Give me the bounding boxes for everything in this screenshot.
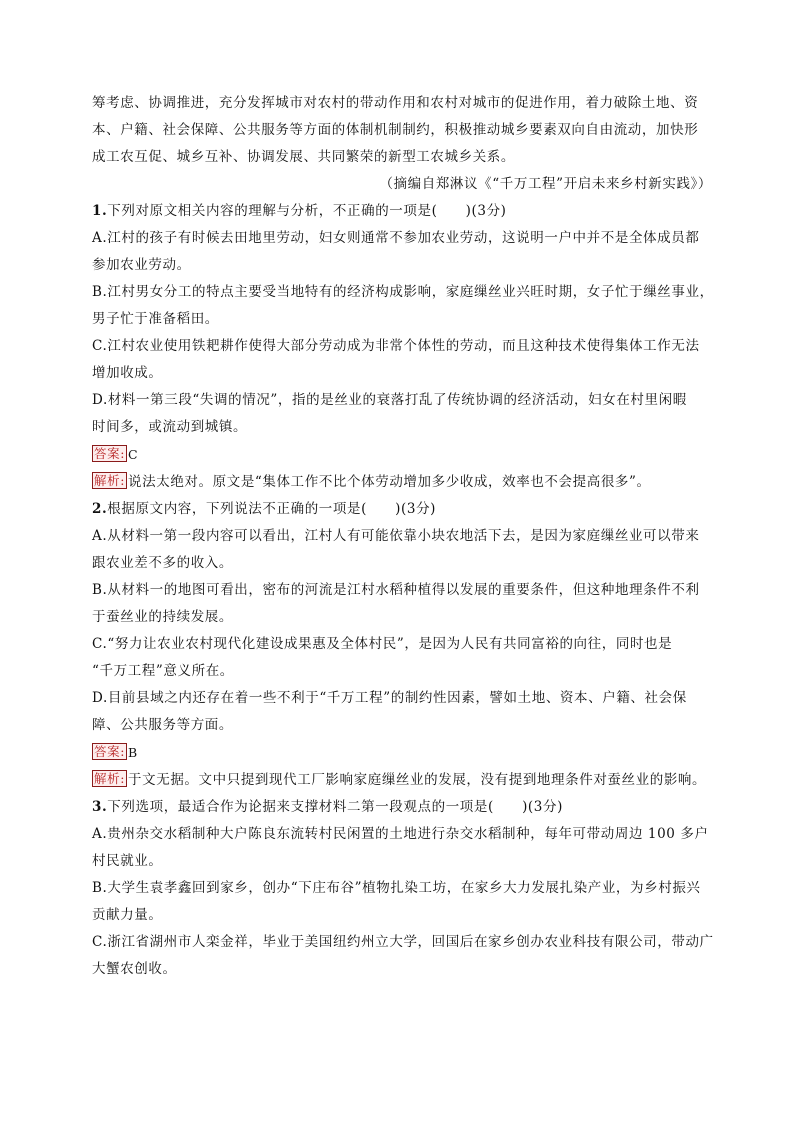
source-citation: （摘编自郑淋议《“千万工程”开启未来乡村新实践》） <box>379 176 712 192</box>
answer-row <box>92 441 712 469</box>
analysis-text: 于文无据。文中只提到现代工厂影响家庭缫丝业的发展，没有提到地理条件对蚕丝业的影响。 <box>128 772 707 788</box>
option-d-cont: 时间多，或流动到城镇。 <box>92 419 248 435</box>
option-c-cont: 增加收成。 <box>92 365 163 381</box>
option-b-cont: 男子忙于准备稻田。 <box>92 311 219 327</box>
document-page <box>92 90 712 983</box>
option-d-cont: 障、公共服务等方面。 <box>92 717 233 733</box>
question-stem <box>92 794 712 821</box>
question-3 <box>92 794 712 983</box>
intro-line: 成工农互促、城乡互补、协调发展、共同繁荣的新型工农城乡关系。 <box>92 149 515 165</box>
option-a-cont: 村民就业。 <box>92 853 163 869</box>
option-c-cont: “千万工程”意义所在。 <box>92 663 234 679</box>
question-text: 下列对原文相关内容的理解与分析，不正确的一项是( )(3分) <box>107 203 507 219</box>
option-d: D.目前县域之内还存在着一些不利于“千万工程”的制约性因素，譬如土地、资本、户籍、社会保 <box>92 690 687 706</box>
answer-tag: 答案: <box>94 446 126 461</box>
option-b: B.从材料一的地图可看出，密布的河流是江村水稻种植得以发展的重要条件，但这种地理条件不利 <box>92 582 700 598</box>
option-b-cont: 于蚕丝业的持续发展。 <box>92 609 233 625</box>
option-a: A.贵州杂交水稻制种大户陈良东流转村民闲置的土地进行杂交水稻制种，每年可带动周边 100 多户 <box>92 826 709 842</box>
intro-paragraph <box>92 90 712 198</box>
answer-value: B <box>128 745 138 760</box>
intro-line: 筹考虑、协调推进，充分发挥城市对农村的带动作用和农村对城市的促进作用，着力破除土地、资 <box>92 95 699 111</box>
option-c: C.“努力让农业农村现代化建设成果惠及全体村民”，是因为人民有共同富裕的向往，同时也是 <box>92 636 673 652</box>
option-b-cont: 贡献力量。 <box>92 907 163 923</box>
option-a-cont: 跟农业差不多的收入。 <box>92 555 233 571</box>
question-1 <box>92 198 712 496</box>
question-number: 3. <box>92 799 108 815</box>
question-number: 1. <box>92 203 108 219</box>
question-number: 2. <box>92 501 108 517</box>
question-text: 根据原文内容，下列说法不正确的一项是( )(3分) <box>107 501 437 517</box>
option-b: B.大学生袁孝鑫回到家乡，创办“下庄布谷”植物扎染工坊，在家乡大力发展扎染产业，为乡村振兴 <box>92 880 701 896</box>
answer-value: C <box>128 447 139 462</box>
option-c-cont: 大蟹农创收。 <box>92 961 177 977</box>
analysis-row <box>92 469 712 496</box>
analysis-row <box>92 767 712 794</box>
analysis-tag: 解析: <box>94 473 126 488</box>
option-a: A.从材料一第一段内容可以看出，江村人有可能依靠小块农地活下去，是因为家庭缫丝业可以带来 <box>92 528 700 544</box>
option-a: A.江村的孩子有时候去田地里劳动，妇女则通常不参加农业劳动，这说明一户中并不是全体成员都 <box>92 230 700 246</box>
question-stem <box>92 198 712 225</box>
option-c: C.浙江省湖州市人栾金祥，毕业于美国纽约州立大学，回国后在家乡创办农业科技有限公司，带动广 <box>92 934 714 950</box>
option-c: C.江村农业使用铁耙耕作使得大部分劳动成为非常个体性的劳动，而且这种技术使得集体工作无法 <box>92 338 700 354</box>
intro-line: 本、户籍、社会保障、公共服务等方面的体制机制制约，积极推动城乡要素双向自由流动，加快形 <box>92 122 699 138</box>
option-b: B.江村男女分工的特点主要受当地特有的经济构成影响，家庭缫丝业兴旺时期，女子忙于缫丝事业， <box>92 284 714 300</box>
analysis-text: 说法太绝对。原文是“集体工作不比个体劳动增加多少收成，效率也不会提高很多”。 <box>128 474 651 490</box>
option-a-cont: 参加农业劳动。 <box>92 257 191 273</box>
analysis-tag: 解析: <box>94 771 126 786</box>
answer-tag: 答案: <box>94 744 126 759</box>
question-stem <box>92 496 712 523</box>
question-text: 下列选项，最适合作为论据来支撑材料二第一段观点的一项是( )(3分) <box>107 799 563 815</box>
option-d: D.材料一第三段“失调的情况”，指的是丝业的衰落打乱了传统协调的经济活动，妇女在村里闲暇 <box>92 392 687 408</box>
question-2 <box>92 496 712 794</box>
answer-row <box>92 739 712 767</box>
